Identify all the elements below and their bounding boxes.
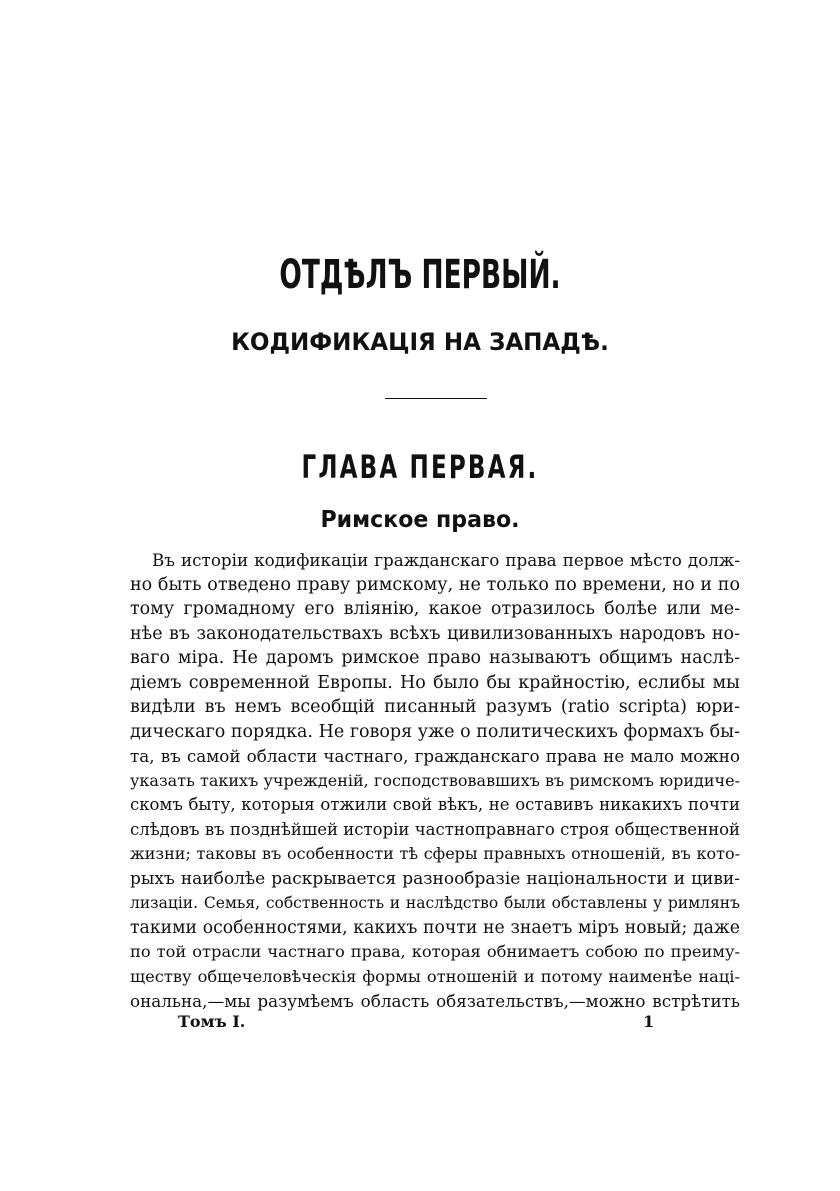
chapter-subtitle: Римское право. [320, 507, 520, 533]
text-line: Въ исторіи кодификаціи гражданскаго права первое мѣсто долж- [152, 550, 740, 570]
text-line: дическаго порядка. Не говоря уже о политическихъ формахъ бы- [130, 721, 740, 742]
chapter-title: ГЛАВА ПЕРВАЯ. [301, 448, 539, 486]
divider-rule [385, 398, 487, 399]
text-line: такими особенностями, какихъ почти не знаетъ міръ новый; даже [130, 917, 740, 938]
text-line: та, въ самой области частнаго, гражданскаго права не мало можно [130, 746, 740, 766]
text-line: указать такихъ учрежденій, господствовавшихъ въ римскомъ юридиче- [130, 770, 740, 790]
text-line: ваго міра. Не даромъ римское право называютъ общимъ наслѣ- [130, 648, 740, 668]
text-line: діемъ современной Европы. Но было бы крайностію, еслибы мы [130, 672, 740, 693]
body-text [130, 548, 740, 1014]
section-subtitle: КОДИФИКАЦІЯ НА ЗАПАДѢ. [231, 328, 609, 356]
text-line: ществу общечеловѣческія формы отношеній и потому наименѣе наці- [130, 966, 740, 986]
text-line: жизни; таковы въ особенности тѣ сферы правныхъ отношеній, въ кото- [130, 844, 740, 863]
section-title: ОТДѢЛЪ ПЕРВЫЙ. [279, 252, 561, 298]
text-line: рыхъ наиболѣе раскрывается разнообразіе національности и циви- [130, 868, 740, 889]
text-line: лизаціи. Семья, собственность и наслѣдство были обставлены у римлянъ [130, 894, 740, 912]
text-line: тому громадному его вліянію, какое отразилось болѣе или ме- [130, 599, 740, 619]
text-line: видѣли въ немъ всеобщій писанный разумъ (ratio scripta) юри- [130, 697, 740, 717]
text-line: слѣдовъ въ позднѣйшей исторіи частноправнаго строя общественной [130, 819, 740, 839]
text-line: ональна,—мы разумѣемъ область обязательствъ,—можно встрѣтить [130, 991, 740, 1011]
text-line: по той отрасли частнаго права, которая обнимаетъ собою по преиму- [130, 942, 740, 961]
volume-label: Томъ I. [178, 1012, 246, 1031]
text-line: нѣе въ законодательствахъ всѣхъ цивилизованныхъ народовъ но- [130, 623, 740, 644]
page-number: 1 [643, 1012, 655, 1031]
text-line: скомъ быту, которыя отжили свой вѣкъ, не оставивъ никакихъ почти [130, 795, 740, 814]
text-line: но быть отведено праву римскому, не только по времени, но и по [130, 574, 740, 595]
